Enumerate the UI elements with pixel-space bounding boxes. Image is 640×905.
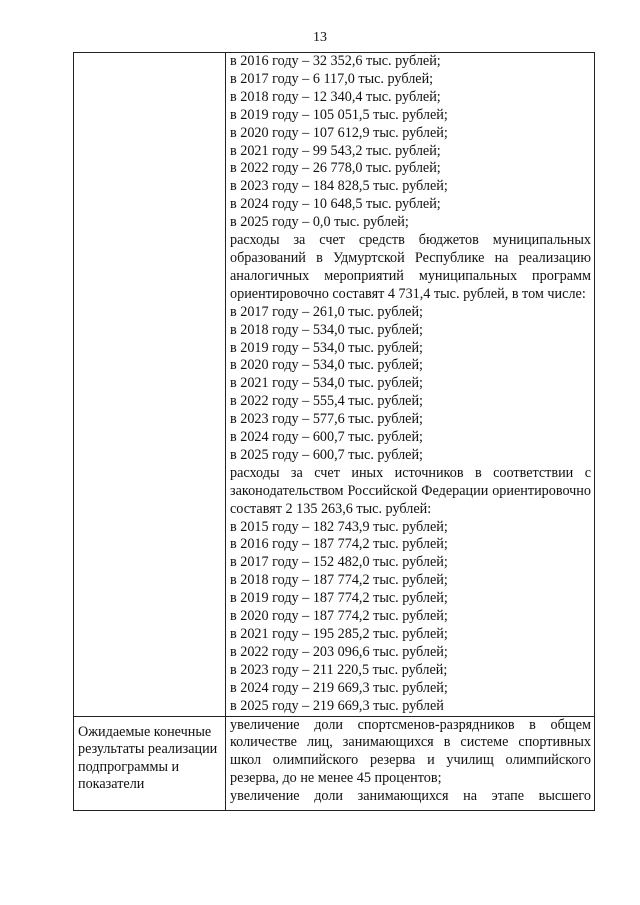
funding-line: в 2017 году – 261,0 тыс. рублей; xyxy=(230,303,423,320)
other-funding-list xyxy=(230,519,591,716)
results-text-2: увеличение доли занимающихся на этапе высшего xyxy=(230,788,591,805)
funding-line: в 2020 году – 107 612,9 тыс. рублей; xyxy=(230,124,448,141)
funding-line: в 2021 году – 99 543,2 тыс. рублей; xyxy=(230,142,441,159)
funding-line: в 2020 году – 534,0 тыс. рублей; xyxy=(230,357,423,374)
funding-line: в 2018 году – 534,0 тыс. рублей; xyxy=(230,321,423,338)
page-number: 13 xyxy=(313,30,327,45)
funding-line: в 2021 году – 195 285,2 тыс. рублей; xyxy=(230,626,448,642)
results-text-1: увеличение доли спортсменов-разрядников в общем количестве лиц, занимающихся в системе спортивных школ олимпийского резерва и училищ олимпийского резерва, до не менее 45 процентов; xyxy=(230,716,591,787)
funding-line: в 2022 году – 203 096,6 тыс. рублей; xyxy=(230,643,448,660)
funding-line: в 2025 году – 219 669,3 тыс. рублей xyxy=(230,697,444,714)
funding-value-cell xyxy=(226,53,595,717)
funding-line: в 2023 году – 184 828,5 тыс. рублей; xyxy=(230,178,448,195)
funding-line: в 2021 году – 534,0 тыс. рублей; xyxy=(230,375,423,392)
funding-line: в 2025 году – 0,0 тыс. рублей; xyxy=(230,214,409,231)
funding-line: в 2022 году – 26 778,0 тыс. рублей; xyxy=(230,160,441,177)
funding-line: в 2023 году – 577,6 тыс. рублей; xyxy=(230,411,423,428)
funding-line: в 2016 году – 187 774,2 тыс. рублей; xyxy=(230,536,448,553)
funding-line: в 2017 году – 152 482,0 тыс. рублей; xyxy=(230,554,448,571)
funding-label-cell xyxy=(74,53,226,717)
municipal-funding-list xyxy=(230,304,591,465)
funding-line: в 2022 году – 555,4 тыс. рублей; xyxy=(230,393,423,410)
funding-line: в 2024 году – 600,7 тыс. рублей; xyxy=(230,429,423,446)
funding-line: в 2018 году – 187 774,2 тыс. рублей; xyxy=(230,572,448,589)
municipal-funding-intro: расходы за счет средств бюджетов муниципальных образований в Удмуртской Республике на реализацию аналогичных мероприятий муниципальных программ ориентировочно составят 4 731,4 тыс. рублей, в том числе: xyxy=(230,232,591,302)
results-value-cell xyxy=(226,716,595,810)
passport-table xyxy=(73,52,595,811)
funding-line: в 2024 году – 219 669,3 тыс. рублей; xyxy=(230,679,448,696)
funding-line: в 2017 году – 6 117,0 тыс. рублей; xyxy=(230,70,434,87)
results-row xyxy=(74,716,595,810)
funding-line: в 2018 году – 12 340,4 тыс. рублей; xyxy=(230,88,441,105)
regional-funding-list xyxy=(230,53,591,232)
funding-line: в 2016 году – 32 352,6 тыс. рублей; xyxy=(230,53,441,69)
results-label: Ожидаемые конечные результаты реализации подпрограммы и показатели xyxy=(78,723,218,793)
other-funding-intro: расходы за счет иных источников в соответствии с законодательством Российской Федерации ориентировочно составят 2 135 263,6 тыс. рублей: xyxy=(230,464,591,517)
results-label-cell xyxy=(74,716,226,810)
funding-line: в 2015 году – 182 743,9 тыс. рублей; xyxy=(230,518,448,535)
funding-line: в 2025 году – 600,7 тыс. рублей; xyxy=(230,446,423,463)
funding-line: в 2024 году – 10 648,5 тыс. рублей; xyxy=(230,196,441,213)
funding-line: в 2019 году – 534,0 тыс. рублей; xyxy=(230,339,423,356)
funding-row xyxy=(74,53,595,717)
funding-line: в 2023 году – 211 220,5 тыс. рублей; xyxy=(230,661,448,678)
funding-line: в 2019 году – 187 774,2 тыс. рублей; xyxy=(230,590,448,607)
funding-line: в 2019 году – 105 051,5 тыс. рублей; xyxy=(230,106,448,123)
funding-line: в 2020 году – 187 774,2 тыс. рублей; xyxy=(230,608,448,625)
